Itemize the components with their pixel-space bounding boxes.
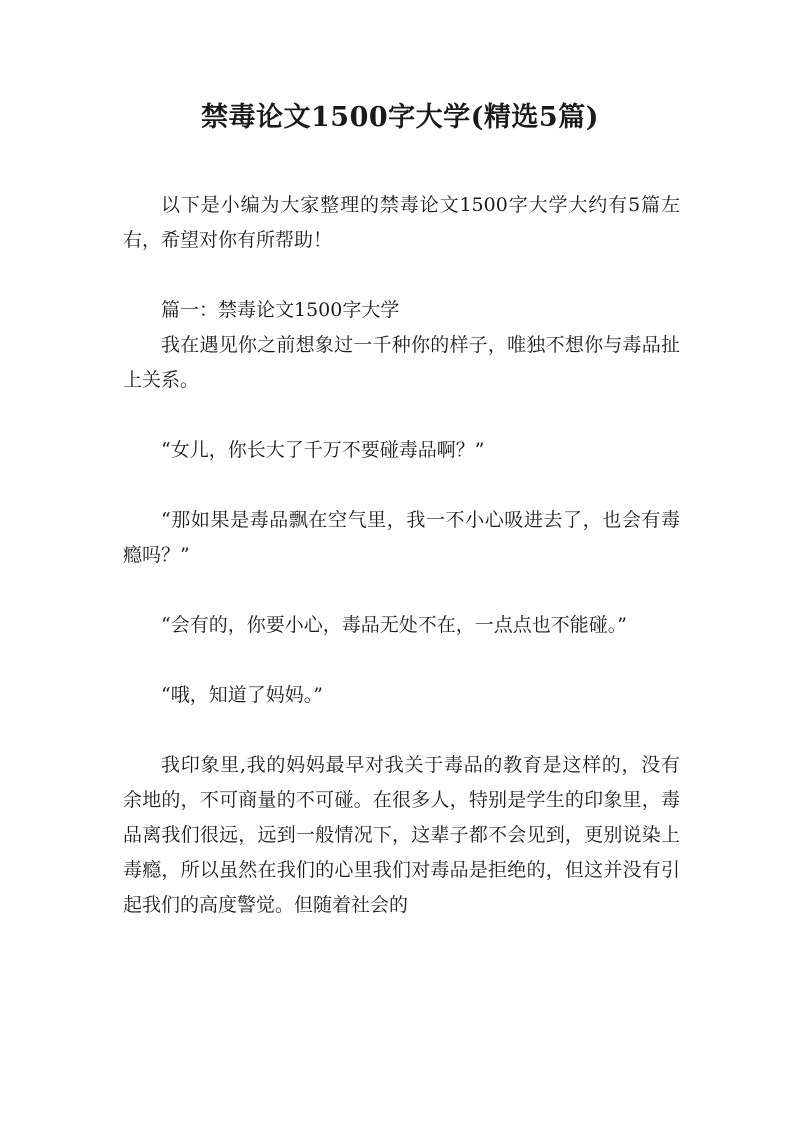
- section-heading: 篇一：禁毒论文1500字大学: [161, 299, 400, 321]
- paragraph-spacer: [123, 468, 680, 503]
- body-paragraph: 我在遇见你之前想象过一千种你的样子，唯独不想你与毒品扯上关系。: [123, 334, 680, 391]
- paragraph-spacer: [123, 713, 680, 748]
- document-body: [123, 188, 680, 923]
- paragraph-spacer: [123, 573, 680, 608]
- body-paragraph: 我印象里,我的妈妈最早对我关于毒品的教育是这样的，没有余地的，不可商量的不可碰。在很多人，特别是学生的印象里，毒品离我们很远，远到一般情况下，这辈子都不会见到，更别说染上毒瘾，所以虽然在我们的心里我们对毒品是拒绝的，但这并没有引起我们的高度警觉。但随着社会的: [123, 754, 680, 916]
- dialogue-line: “女儿，你长大了千万不要碰毒品啊？”: [161, 439, 485, 461]
- intro-paragraph: 以下是小编为大家整理的禁毒论文1500字大学大约有5篇左右，希望对你有所帮助！: [123, 194, 680, 251]
- paragraph-spacer: [123, 398, 680, 433]
- document-title: 禁毒论文1500字大学(精选5篇): [201, 102, 599, 133]
- paragraph-spacer: [123, 643, 680, 678]
- dialogue-line: “会有的，你要小心，毒品无处不在，一点点也不能碰。”: [161, 614, 627, 636]
- paragraph-spacer: [123, 258, 680, 293]
- dialogue-line: “那如果是毒品飘在空气里，我一不小心吸进去了，也会有毒瘾吗？”: [123, 509, 680, 566]
- dialogue-line: “哦，知道了妈妈。”: [161, 684, 323, 706]
